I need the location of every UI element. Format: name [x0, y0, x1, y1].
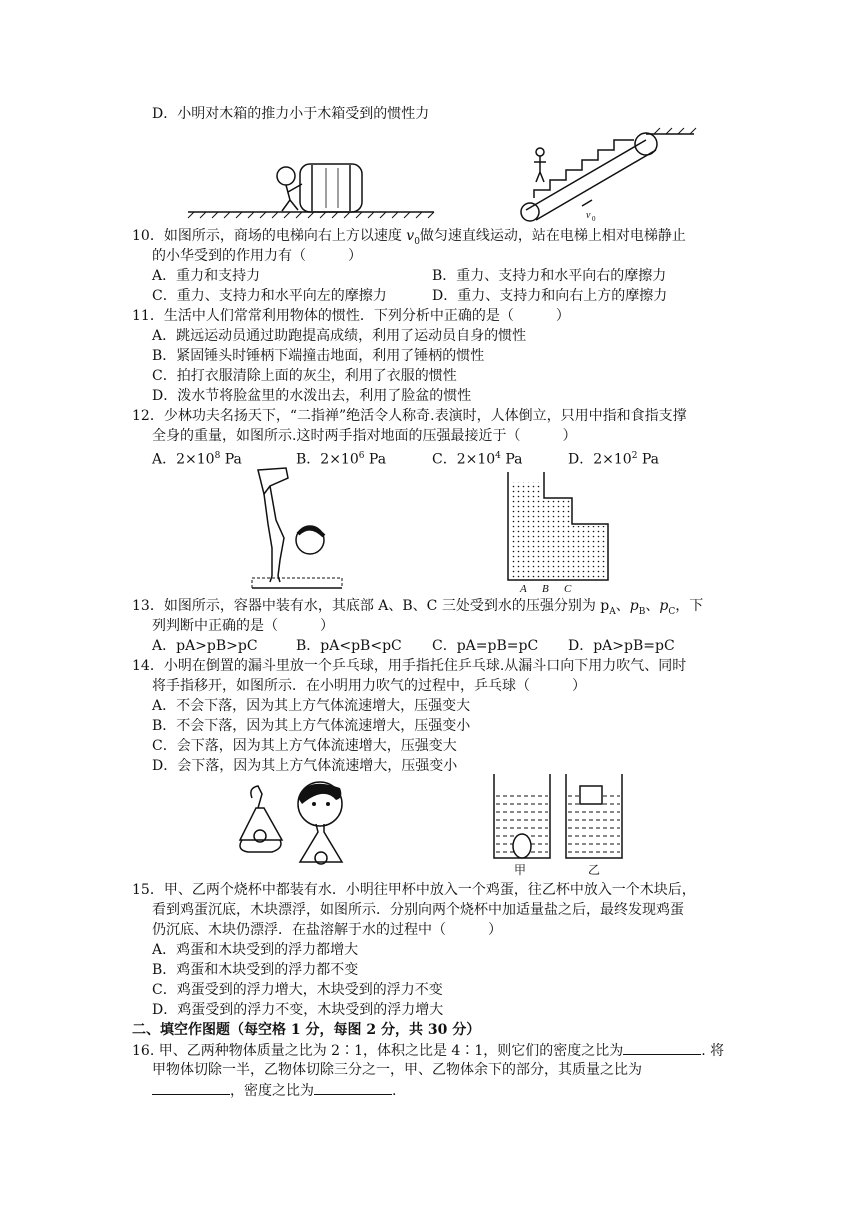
q13-option-d: D．pA>pB=pC — [568, 638, 675, 654]
q10-stem-line2: 的小华受到的作用力有（ ） — [152, 248, 362, 264]
q16-blank-3[interactable] — [314, 1080, 392, 1095]
q15-stem-line1: 15．甲、乙两个烧杯中都装有水．小明往甲杯中放入一个鸡蛋，往乙杯中放入一个木块后， — [132, 882, 696, 898]
figure-two-beakers — [488, 772, 628, 876]
figure-water-container — [502, 470, 622, 594]
q13-option-c: C．pA=pB=pC — [432, 638, 539, 654]
q15-option-b: B．鸡蛋和木块受到的浮力都不变 — [152, 962, 359, 978]
q15-stem-line3: 仍沉底、木块仍漂浮．在盐溶解于水的过程中（ ） — [152, 922, 502, 938]
q13-option-a: A．pA>pB>pC — [152, 638, 258, 654]
q12-stem-line2: 全身的重量，如图所示.这时两手指对地面的压强最接近于（ ） — [152, 428, 577, 444]
q10-option-b: B．重力、支持力和水平向右的摩擦力 — [432, 268, 667, 284]
q12-option-d: D．$2\times 10^2$ Pa — [568, 451, 660, 468]
q15-option-d: D．鸡蛋受到的浮力不变，木块受到的浮力增大 — [152, 1002, 444, 1018]
q12-stem-line1: 12．少林功夫名扬天下，“二指禅”绝活令人称奇.表演时，人体倒立，只用中指和食指支撑 — [132, 408, 687, 424]
q16-stem-line2: 甲物体切除一半，乙物体切除三分之一，甲、乙物体余下的部分，其质量之比为 — [152, 1062, 642, 1078]
q13-stem-line1: 13．如图所示，容器中装有水，其底部 A、B、C 三处受到水的压强分别为 $p_A$、$p_B$、$p_C$，下 — [132, 598, 704, 617]
q15-option-a: A．鸡蛋和木块受到的浮力都增大 — [152, 942, 359, 958]
q10-option-a: A．重力和支持力 — [152, 268, 261, 284]
q16-blank-2[interactable] — [152, 1080, 230, 1095]
q13-stem-line2: 列判断中正确的是（ ） — [152, 618, 334, 634]
q9-option-d: D．小明对木箱的推力小于木箱受到的惯性力 — [152, 106, 430, 122]
q14-option-a: A．不会下落，因为其上方气体流速增大，压强变大 — [152, 698, 471, 714]
velocity-label-sub: 0 — [592, 215, 596, 223]
q14-stem-line1: 14．小明在倒置的漏斗里放一个乒乓球，用手指托住乒乓球.从漏斗口向下用力吹气、同时 — [132, 658, 687, 674]
q10-option-c: C．重力、支持力和水平向左的摩擦力 — [152, 288, 387, 304]
q15-stem-line2: 看到鸡蛋沉底，木块漂浮，如图所示．分别向两个烧杯中加适量盐之后，最终发现鸡蛋 — [152, 902, 684, 918]
q10-option-d: D．重力、支持力和向右上方的摩擦力 — [432, 288, 668, 304]
q16-blank-1[interactable] — [623, 1040, 701, 1055]
velocity-label: v — [586, 210, 591, 221]
q12-option-c: C．$2\times 10^4$ Pa — [432, 451, 523, 468]
point-a-label: A — [520, 583, 527, 595]
q14-option-b: B．不会下落，因为其上方气体流速增大，压强变小 — [152, 718, 471, 734]
beaker-yi-label: 乙 — [588, 863, 601, 877]
figure-two-finger-handstand — [250, 464, 346, 592]
section-2-heading: 二、填空作图题（每空格 1 分，每图 2 分，共 30 分） — [132, 1022, 481, 1038]
q16-stem-line1: 16. 甲、乙两种物体质量之比为 2∶1，体积之比是 4∶1，则它们的密度之比为 . 将 — [132, 1040, 724, 1061]
point-c-label: C — [564, 583, 572, 595]
q10-stem-line1: 10．如图所示，商场的电梯向右上方以速度 $v_0$做匀速直线运动，站在电梯上相对电梯静止 — [132, 228, 686, 247]
q11-stem: 11．生活中人们常常利用物体的惯性．下列分析中正确的是（ ） — [132, 308, 570, 324]
q14-option-c: C．会下落，因为其上方气体流速增大，压强变大 — [152, 738, 457, 754]
q14-option-d: D．会下落，因为其上方气体流速增大，压强变小 — [152, 758, 458, 774]
point-b-label: B — [542, 583, 549, 595]
figure-escalator — [516, 128, 696, 224]
q11-option-a: A．跳远运动员通过助跑提高成绩，利用了运动员自身的惯性 — [152, 328, 527, 344]
figure-boy-pushing-crate — [186, 150, 436, 220]
q15-option-c: C．鸡蛋受到的浮力增大，木块受到的浮力不变 — [152, 982, 443, 998]
q12-option-a: A．$2\times 10^8$ Pa — [152, 451, 242, 468]
q16-stem-line3: ，密度之比为 . — [152, 1080, 396, 1101]
beaker-jia-label: 甲 — [514, 863, 527, 877]
q11-option-d: D．泼水节将脸盆里的水泼出去，利用了脸盆的惯性 — [152, 388, 472, 404]
q13-option-b: B．pA<pB<pC — [296, 638, 402, 654]
q11-option-b: B．紧固锤头时锤柄下端撞击地面，利用了锤柄的惯性 — [152, 348, 485, 364]
q11-option-c: C．拍打衣服清除上面的灰尘，利用了衣服的惯性 — [152, 368, 457, 384]
q14-stem-line2: 将手指移开，如图所示．在小明用力吹气的过程中，乒乓球（ ） — [152, 678, 586, 694]
figure-funnel-ball — [232, 778, 372, 870]
q12-option-b: B．$2\times 10^6$ Pa — [296, 451, 387, 468]
